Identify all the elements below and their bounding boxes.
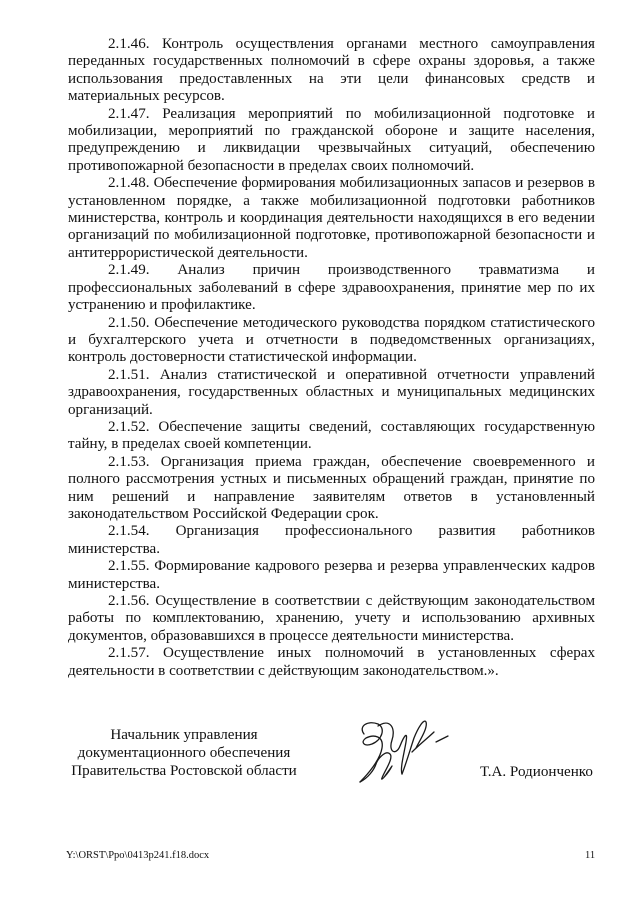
signer-name: Т.А. Родионченко: [480, 764, 593, 780]
footer-file-path: Y:\ORST\Ppo\0413p241.f18.docx: [66, 850, 210, 861]
paragraph-2-1-54: 2.1.54. Организация профессионального развития работников министерства.: [68, 523, 595, 557]
document-body: [68, 36, 595, 680]
paragraph-2-1-53: 2.1.53. Организация приема граждан, обеспечение своевременного и полного рассмотрения устных и письменных обращений граждан, принятие по ним решений и направление заявителям ответов в установленный законодательством Российской Федерации срок.: [68, 453, 595, 522]
paragraph-2-1-48: 2.1.48. Обеспечение формирования мобилизационных запасов и резервов в установленном порядке, а также мобилизационной подготовки работников министерства, контроль и координация деятельности находящихся в его ведении организаций по мобилизационной подготовке, противопожарной безопасности и антитеррористической деятельности.: [68, 175, 595, 261]
paragraph-2-1-49: 2.1.49. Анализ причин производственного травматизма и профессиональных заболеваний в сфере здравоохранения, принятие мер по их устранению и профилактике.: [68, 262, 595, 314]
page-number: 11: [585, 850, 596, 861]
paragraph-2-1-57: 2.1.57. Осуществление иных полномочий в установленных сферах деятельности в соответствии с действующим законодательством.».: [68, 645, 595, 679]
paragraph-2-1-52: 2.1.52. Обеспечение защиты сведений, составляющих государственную тайну, в пределах своей компетенции.: [68, 418, 595, 453]
position-line-2: документационного обеспечения: [77, 745, 291, 762]
position-line-1: Начальник управления: [110, 727, 258, 743]
handwritten-signature-icon: [338, 712, 458, 794]
paragraph-2-1-55: 2.1.55. Формирование кадрового резерва и резерва управленческих кадров министерства.: [68, 558, 595, 592]
signer-position: [64, 726, 304, 781]
paragraph-2-1-51: 2.1.51. Анализ статистической и оперативной отчетности управлений здравоохранения, государственных областных и муниципальных медицинских организаций.: [68, 366, 595, 418]
position-line-3: Правительства Ростовской области: [71, 763, 297, 780]
signature-block: [0, 726, 640, 796]
paragraph-2-1-47: 2.1.47. Реализация мероприятий по мобилизационной подготовке и мобилизации, мероприятий по гражданской обороне и защите населения, предупреждению и ликвидации чрезвычайных ситуаций, обеспечению противопожарной безопасности в пределах своих полномочий.: [68, 105, 595, 174]
paragraph-2-1-56: 2.1.56. Осуществление в соответствии с действующим законодательством работы по комплектованию, хранению, учету и использованию архивных документов, образовавшихся в процессе деятельности министерства.: [68, 593, 595, 644]
paragraph-2-1-50: 2.1.50. Обеспечение методического руководства порядком статистического и бухгалтерского учета и отчетности в подведомственных организациях, контроль достоверности статистической информации.: [68, 314, 595, 366]
paragraph-2-1-46: 2.1.46. Контроль осуществления органами местного самоуправления переданных государственных полномочий в сфере охраны здоровья, а также использования предоставленных на эти цели финансовых средств и материальных ресурсов.: [68, 36, 595, 105]
